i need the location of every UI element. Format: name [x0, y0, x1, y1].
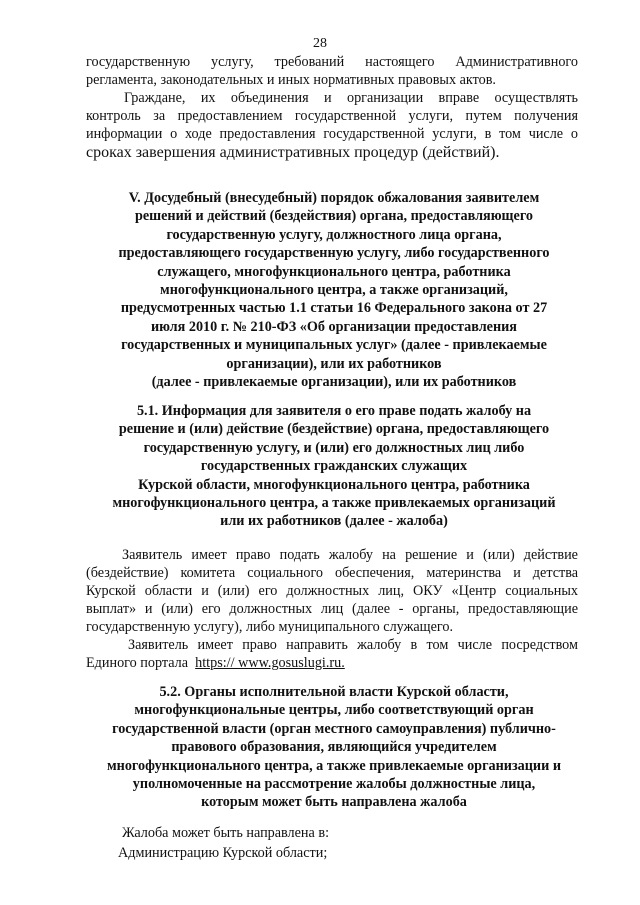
text-line: контроль за предоставлением государственной услуги, путем получения — [86, 108, 578, 124]
text-line: Заявитель имеет право направить жалобу в том числе посредством — [128, 637, 578, 653]
portal-prefix: Единого портала — [86, 655, 196, 671]
text-line: информации о ходе предоставления государственной услуги, в том числе о — [86, 126, 578, 142]
section-5-1-text — [86, 546, 578, 672]
heading-line: 5.1. Информация для заявителя о его праве подать жалобу на — [136, 403, 532, 419]
intro-text — [86, 53, 578, 163]
heading-line: решение и (или) действие (бездействие) органа, предоставляющего — [118, 421, 550, 438]
heading-line: июля 2010 г. № 210-ФЗ «Об организации предоставления — [151, 318, 517, 335]
heading-line: правового образования, являющийся учредителем — [171, 739, 497, 756]
heading-line: государственных и муниципальных услуг» (далее - привлекаемые — [121, 337, 547, 354]
heading-line: которым может быть направлена жалоба — [201, 794, 467, 811]
heading-line: государственную услугу, и (или) его должностных лиц либо — [143, 439, 525, 456]
portal-link[interactable]: https:// www.gosuslugi.ru. — [195, 655, 345, 671]
heading-line: уполномоченные на рассмотрение жалобы должностные лица, — [132, 776, 536, 793]
heading-line: 5.2. Органы исполнительной власти Курской области, — [159, 684, 509, 700]
text-line: регламента, законодательных и иных нормативных правовых актов. — [86, 72, 496, 88]
heading-line: государственных гражданских служащих — [200, 458, 468, 475]
heading-line: многофункционального центра, а также привлекаемых организаций — [112, 495, 556, 512]
heading-line: решений и действий (бездействия) органа, предоставляющего — [134, 208, 534, 225]
text-line: Курской области и (или) его должностных лиц, ОКУ «Центр социальных — [86, 583, 578, 599]
text-line: Жалоба может быть направлена в: — [122, 825, 330, 841]
text-line: Заявитель имеет право подать жалобу на решение и (или) действие — [122, 547, 578, 563]
heading-line: служащего, многофункционального центра, работника — [157, 263, 511, 280]
heading-line: многофункционального центра, а также организаций, — [160, 282, 508, 299]
section-5-2-heading — [84, 683, 584, 812]
page-number: 28 — [313, 36, 327, 51]
heading-line: V. Досудебный (внесудебный) порядок обжалования заявителем — [128, 190, 540, 206]
heading-line: многофункционального центра, а также привлекаемые организации и — [107, 757, 561, 774]
text-line: (бездействие) комитета социального обеспечения, материнства и детства — [86, 565, 578, 581]
section-5-2-text — [86, 823, 578, 863]
section-5-heading — [84, 189, 584, 391]
text-line: государственную услугу, требований настоящего Административного — [86, 54, 578, 70]
heading-line: предусмотренных частью 1.1 статьи 16 Федерального закона от 27 — [120, 300, 548, 317]
text-line: сроках завершения административных процедур (действий). — [86, 144, 500, 161]
text-line: государственную услугу), либо муниципального служащего. — [86, 619, 454, 635]
heading-line: предоставляющего государственную услугу, либо государственного — [118, 245, 550, 262]
heading-line: (далее - привлекаемые организации), или их работников — [151, 374, 517, 391]
heading-line: государственную услугу, должностного лица органа, — [166, 226, 502, 243]
heading-line: или их работников (далее - жалоба) — [220, 513, 448, 530]
text-line: выплат» и (или) его должностных лиц (далее - органы, предоставляющие — [86, 601, 578, 617]
text-line: Граждане, их объединения и организации вправе осуществлять — [124, 90, 578, 106]
text-line — [86, 654, 578, 672]
heading-line: организации), или их работников — [226, 355, 442, 372]
text-line: Администрацию Курской области; — [118, 845, 328, 861]
heading-line: государственной власти (орган местного самоуправления) публично- — [112, 720, 556, 737]
section-5-1-heading — [84, 402, 584, 531]
heading-line: Курской области, многофункционального центра, работника — [138, 476, 530, 493]
heading-line: многофункциональные центры, либо соответствующий орган — [134, 702, 534, 719]
